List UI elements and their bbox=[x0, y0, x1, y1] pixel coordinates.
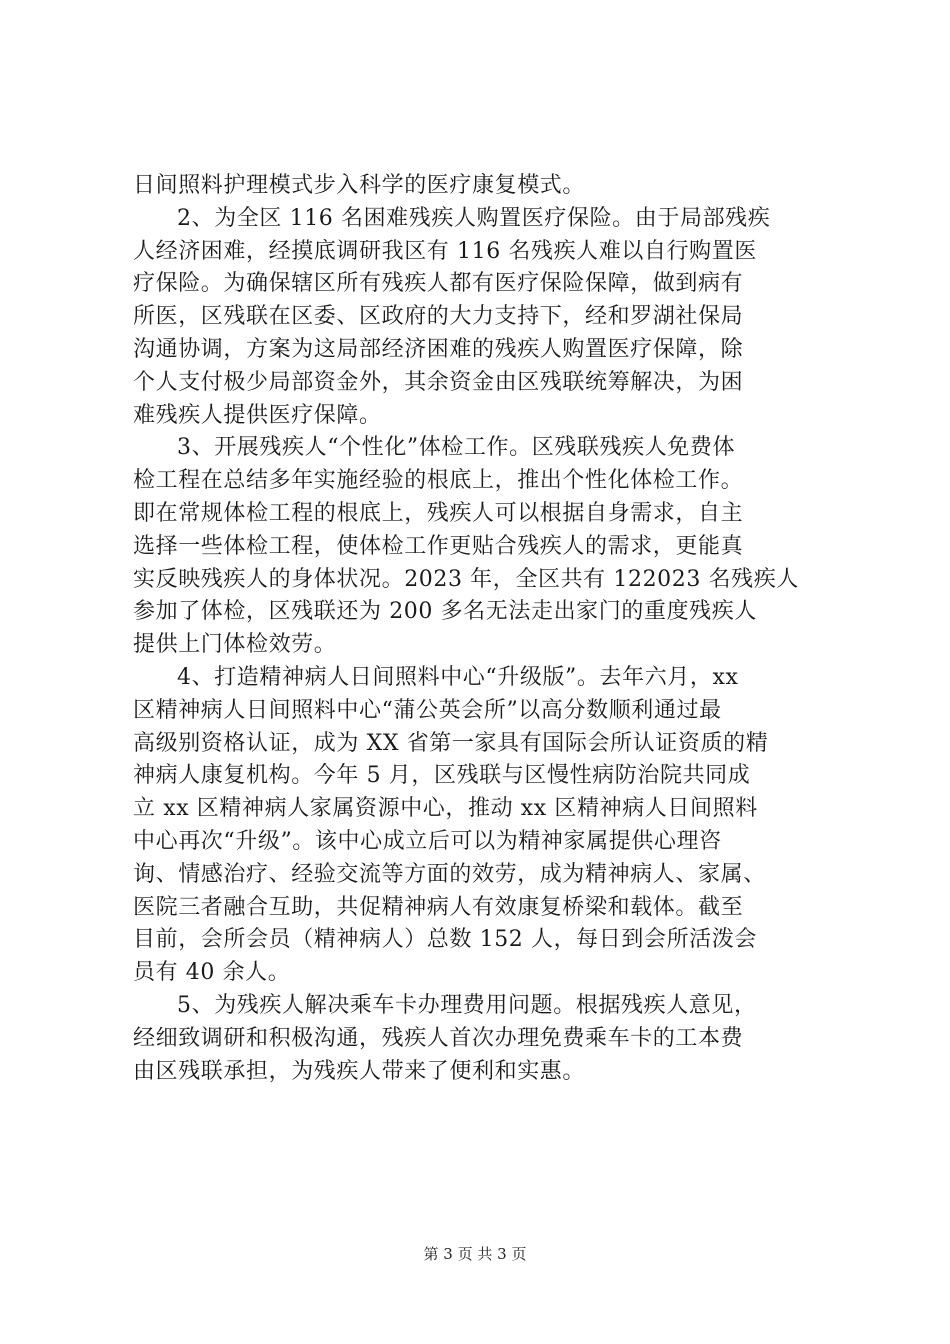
text-line: 神病人康复机构。今年 5 月，区残联与区慢性病防治院共同成 bbox=[133, 763, 751, 789]
text-line: 难残疾人提供医疗保障。 bbox=[133, 402, 382, 428]
text-line: 医院三者融合互助，共促精神病人有效康复桥梁和载体。截至 bbox=[133, 894, 744, 920]
text-line: 目前，会所会员（精神病人）总数 152 人，每日到会所活泼会 bbox=[133, 927, 757, 953]
text-line: 高级别资格认证，成为 XX 省第一家具有国际会所认证资质的精 bbox=[133, 730, 769, 756]
paragraph-3-start: 3、开展残疾人“个性化”体检工作。区残联残疾人免费体 bbox=[177, 435, 736, 461]
text-line: 员有 40 余人。 bbox=[133, 960, 291, 986]
text-line: 检工程在总结多年实施经验的根底上，推出个性化体检工作。 bbox=[133, 468, 744, 494]
text-line: 个人支付极少局部资金外，其余资金由区残联统筹解决，为困 bbox=[133, 369, 744, 395]
text-line: 日间照料护理模式步入科学的医疗康复模式。 bbox=[133, 173, 586, 198]
text-line: 所医，区残联在区委、区政府的大力支持下，经和罗湖社保局 bbox=[133, 304, 744, 330]
text-line: 中心再次“升级”。该中心成立后可以为精神家属提供心理咨 bbox=[133, 828, 722, 854]
text-line: 区精神病人日间照料中心“蒲公英会所”以高分数顺利通过最 bbox=[133, 697, 722, 723]
text-line: 提供上门体检效劳。 bbox=[133, 632, 337, 658]
text-line: 由区残联承担，为残疾人带来了便利和实惠。 bbox=[133, 1058, 586, 1084]
text-line: 立 xx 区精神病人家属资源中心，推动 xx 区精神病人日间照料 bbox=[133, 796, 758, 822]
text-line: 参加了体检，区残联还为 200 多名无法走出家门的重度残疾人 bbox=[133, 599, 757, 625]
text-line: 选择一些体检工程，使体检工作更贴合残疾人的需求，更能真 bbox=[133, 533, 744, 559]
text-line: 经细致调研和积极沟通，残疾人首次办理免费乘车卡的工本费 bbox=[133, 1025, 744, 1051]
paragraph-4-start: 4、打造精神病人日间照料中心“升级版”。去年六月，xx bbox=[177, 664, 739, 690]
text-line: 实反映残疾人的身体状况。2023 年，全区共有 122023 名残疾人 bbox=[133, 566, 799, 592]
page-footer: 第 3 页 共 3 页 bbox=[423, 1245, 527, 1263]
text-line: 即在常规体检工程的根底上，残疾人可以根据自身需求，自主 bbox=[133, 500, 744, 526]
paragraph-5-start: 5、为残疾人解决乘车卡办理费用问题。根据残疾人意见， bbox=[177, 992, 757, 1018]
paragraph-2-start: 2、为全区 116 名困难残疾人购置医疗保险。由于局部残疾 bbox=[177, 205, 771, 231]
text-line: 沟通协调，方案为这局部经济困难的残疾人购置医疗保障，除 bbox=[133, 336, 744, 362]
text-line: 人经济困难，经摸底调研我区有 116 名残疾人难以自行购置医 bbox=[133, 238, 757, 264]
text-line: 疗保险。为确保辖区所有残疾人都有医疗保险保障，做到病有 bbox=[133, 271, 744, 297]
text-line: 询、情感治疗、经验交流等方面的效劳，成为精神病人、家属、 bbox=[133, 861, 766, 887]
document-body bbox=[133, 170, 833, 1088]
